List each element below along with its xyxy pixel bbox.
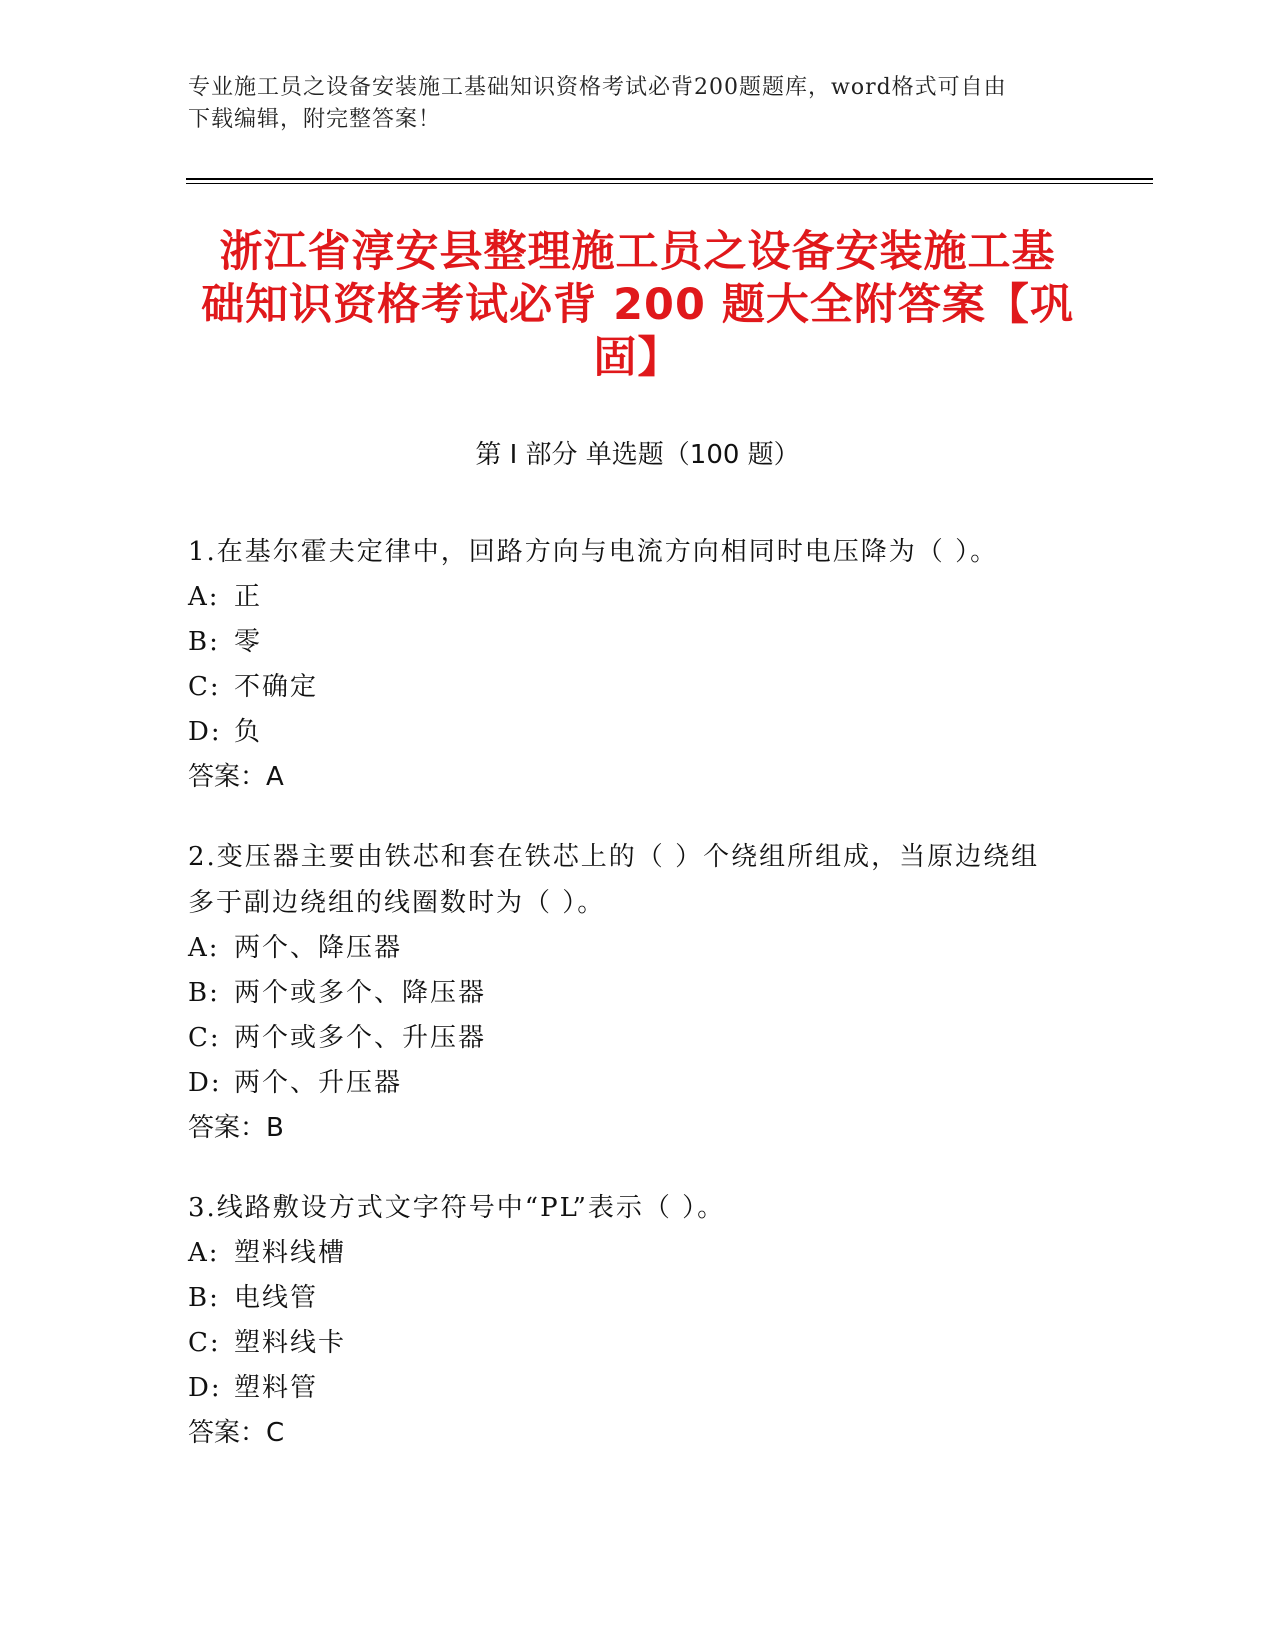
option-letter: D: <box>188 1373 222 1403</box>
question-stem: 1.在基尔霍夫定律中，回路方向与电流方向相同时电压降为（ ）。 <box>188 537 999 567</box>
option-text: 零 <box>234 627 263 657</box>
option-a <box>188 1231 1078 1276</box>
option-c <box>188 1321 1078 1366</box>
title-line-1: 浙江省淳安县整理施工员之设备安装施工基 <box>219 227 1056 277</box>
option-d <box>188 1061 1078 1106</box>
question-item <box>188 834 1078 1151</box>
question-stem-line: 多于副边绕组的线圈数时为（ ）。 <box>188 888 606 918</box>
option-letter: B: <box>188 627 220 657</box>
header-divider-thin <box>186 183 1153 184</box>
option-text: 负 <box>234 717 263 747</box>
header-line-1: 专业施工员之设备安装施工基础知识资格考试必背200题题库，word格式可自由 <box>188 75 1007 100</box>
question-stem: 3.线路敷设方式文字符号中“PL”表示（ ）。 <box>188 1193 726 1223</box>
section-title: 第 I 部分 单选题（100 题） <box>475 440 800 470</box>
page-header <box>188 72 1078 136</box>
option-text: 两个、升压器 <box>234 1068 403 1098</box>
option-d <box>188 1366 1078 1411</box>
title-line-2: 础知识资格考试必背 200 题大全附答案【巩 <box>201 280 1074 330</box>
option-text: 塑料管 <box>234 1373 319 1403</box>
question-item <box>188 1185 1078 1456</box>
question-item <box>188 529 1078 800</box>
option-letter: A: <box>188 582 220 612</box>
header-divider-thick <box>186 178 1153 180</box>
answer-line: 答案：A <box>188 762 284 792</box>
title-line-3: 固】 <box>593 333 682 383</box>
question-stem-line: 2.变压器主要由铁芯和套在铁芯上的（ ）个绕组所组成，当原边绕组 <box>188 842 1040 872</box>
option-text: 塑料线槽 <box>234 1238 347 1268</box>
option-c <box>188 665 1078 710</box>
option-c <box>188 1016 1078 1061</box>
option-text: 两个、降压器 <box>234 933 403 963</box>
option-letter: D: <box>188 1068 222 1098</box>
option-letter: A: <box>188 1238 220 1268</box>
header-line-2: 下载编辑，附完整答案！ <box>188 107 442 132</box>
option-text: 两个或多个、降压器 <box>234 978 487 1008</box>
option-b <box>188 971 1078 1016</box>
option-a <box>188 926 1078 971</box>
option-text: 不确定 <box>234 672 319 702</box>
option-letter: C: <box>188 1328 221 1358</box>
option-a <box>188 575 1078 620</box>
option-letter: A: <box>188 933 220 963</box>
option-letter: C: <box>188 672 221 702</box>
option-text: 两个或多个、升压器 <box>234 1023 487 1053</box>
option-text: 正 <box>234 582 263 612</box>
option-letter: B: <box>188 978 220 1008</box>
option-b <box>188 1276 1078 1321</box>
answer-line: 答案：B <box>188 1113 284 1143</box>
option-letter: C: <box>188 1023 221 1053</box>
option-letter: B: <box>188 1283 220 1313</box>
option-text: 塑料线卡 <box>234 1328 347 1358</box>
option-d <box>188 710 1078 755</box>
answer-line: 答案：C <box>188 1418 285 1448</box>
option-b <box>188 620 1078 665</box>
option-text: 电线管 <box>234 1283 319 1313</box>
option-letter: D: <box>188 717 222 747</box>
question-list <box>188 529 1078 1490</box>
document-title <box>190 226 1085 385</box>
